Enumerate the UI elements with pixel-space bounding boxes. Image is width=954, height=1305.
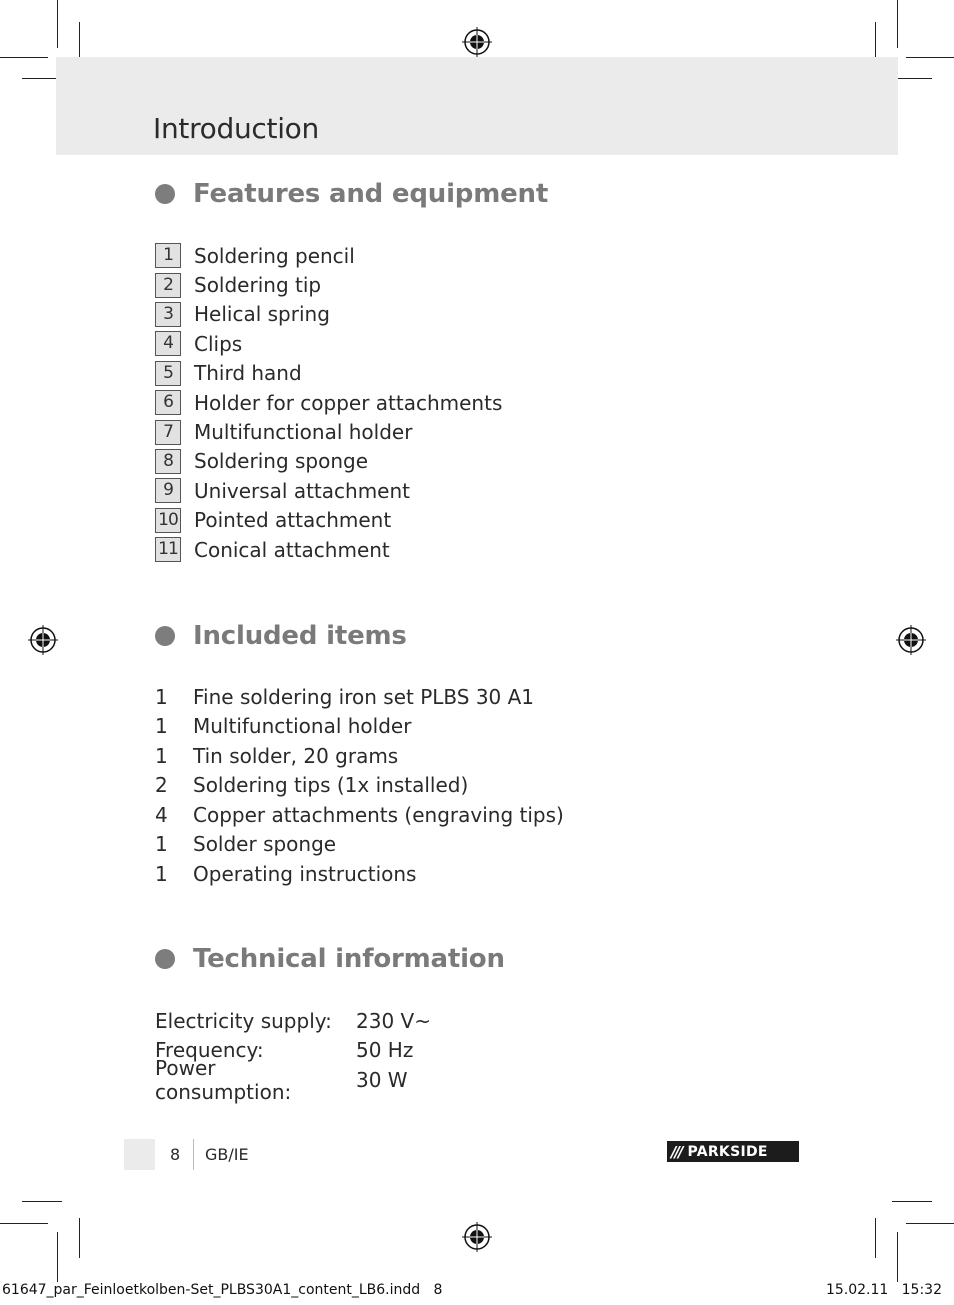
crop-mark xyxy=(875,22,876,62)
crop-mark xyxy=(892,78,932,79)
crop-mark xyxy=(906,1223,954,1224)
item-quantity: 1 xyxy=(155,743,168,768)
item-label: Fine soldering iron set PLBS 30 A1 xyxy=(193,684,535,709)
item-label: Holder for copper attachments xyxy=(194,390,503,415)
item-label: Soldering tips (1x installed) xyxy=(193,773,469,798)
bullet-icon xyxy=(155,949,175,969)
crop-mark xyxy=(22,1201,62,1202)
included-list xyxy=(155,682,564,889)
item-quantity: 4 xyxy=(155,802,168,827)
item-number: 4 xyxy=(155,331,181,356)
technical-table xyxy=(155,1006,431,1104)
bullet-icon xyxy=(155,184,175,204)
item-label: Soldering pencil xyxy=(194,243,355,268)
spec-label: Frequency: xyxy=(155,1038,264,1063)
section-heading-included xyxy=(155,619,407,653)
crop-mark xyxy=(906,57,954,58)
item-label: Universal attachment xyxy=(194,478,410,503)
list-item xyxy=(155,830,564,860)
crop-mark xyxy=(0,57,48,58)
bullet-icon xyxy=(155,626,175,646)
item-quantity: 1 xyxy=(155,832,168,857)
item-number: 5 xyxy=(155,361,181,386)
section-title: Included items xyxy=(193,621,407,651)
crop-mark xyxy=(57,1232,58,1282)
item-label: Tin solder, 20 grams xyxy=(193,743,399,768)
item-label: Operating instructions xyxy=(193,861,417,886)
list-item xyxy=(155,712,564,742)
section-title: Technical information xyxy=(193,944,505,974)
item-label: Copper attachments (engraving tips) xyxy=(193,802,564,827)
crop-mark xyxy=(892,1201,932,1202)
spec-label: Electricity supply: xyxy=(155,1008,332,1033)
list-item xyxy=(155,535,502,564)
logo-text: PARKSIDE xyxy=(687,1143,768,1160)
section-heading-features xyxy=(155,177,548,211)
brand-logo xyxy=(667,1141,799,1162)
item-number: 8 xyxy=(155,449,181,474)
crop-mark xyxy=(897,0,898,48)
item-number: 7 xyxy=(155,420,181,445)
list-item xyxy=(155,682,564,712)
item-quantity: 1 xyxy=(155,861,168,886)
item-number: 3 xyxy=(155,302,181,327)
registration-mark-icon xyxy=(462,27,492,57)
footer-divider xyxy=(193,1139,194,1170)
registration-mark-icon xyxy=(896,625,926,655)
item-label: Helical spring xyxy=(194,302,330,327)
item-label: Multifunctional holder xyxy=(194,420,413,445)
item-quantity: 1 xyxy=(155,714,168,739)
crop-mark xyxy=(875,1218,876,1258)
crop-mark xyxy=(897,1232,898,1282)
list-item xyxy=(155,771,564,801)
section-heading-technical xyxy=(155,942,505,976)
list-item xyxy=(155,417,502,446)
item-number: 2 xyxy=(155,273,181,298)
list-item xyxy=(155,270,502,299)
item-label: Conical attachment xyxy=(194,537,390,562)
item-label: Pointed attachment xyxy=(194,508,392,533)
list-item xyxy=(155,476,502,505)
region-code: GB/IE xyxy=(205,1145,249,1164)
crop-mark xyxy=(79,22,80,62)
item-quantity: 2 xyxy=(155,773,168,798)
list-item xyxy=(155,741,564,771)
item-number: 1 xyxy=(155,243,181,268)
item-label: Clips xyxy=(194,331,243,356)
page-title: Introduction xyxy=(153,112,319,145)
list-item xyxy=(155,388,502,417)
registration-mark-icon xyxy=(462,1222,492,1252)
logo-slashes: /// xyxy=(671,1142,682,1161)
list-item xyxy=(155,241,502,270)
crop-mark xyxy=(79,1218,80,1258)
item-label: Third hand xyxy=(194,361,302,386)
spec-value: 230 V~ xyxy=(356,1008,431,1033)
list-item xyxy=(155,447,502,476)
section-title: Features and equipment xyxy=(193,179,549,209)
item-quantity: 1 xyxy=(155,684,168,709)
spec-label: Power consumption: xyxy=(155,1055,292,1104)
list-item xyxy=(155,800,564,830)
item-label: Soldering sponge xyxy=(194,449,369,474)
print-slug-datetime: 15.02.11 15:32 xyxy=(825,1282,942,1298)
item-label: Solder sponge xyxy=(193,832,337,857)
crop-mark xyxy=(57,0,58,48)
item-label: Multifunctional holder xyxy=(193,714,412,739)
features-list xyxy=(155,241,502,564)
page-number: 8 xyxy=(170,1145,181,1164)
list-item xyxy=(155,359,502,388)
spec-value: 50 Hz xyxy=(356,1038,414,1063)
item-number: 10 xyxy=(155,508,181,533)
spec-value: 30 W xyxy=(356,1067,408,1092)
item-number: 11 xyxy=(155,537,181,562)
crop-mark xyxy=(0,1223,48,1224)
footer-tab xyxy=(124,1139,155,1170)
table-row xyxy=(155,1055,431,1104)
item-number: 6 xyxy=(155,390,181,415)
list-item xyxy=(155,506,502,535)
print-slug-filename: 61647_par_Feinloetkolben-Set_PLBS30A1_content_LB6.indd 8 xyxy=(2,1282,443,1298)
list-item xyxy=(155,300,502,329)
item-number: 9 xyxy=(155,478,181,503)
list-item xyxy=(155,329,502,358)
item-label: Soldering tip xyxy=(194,273,322,298)
table-row xyxy=(155,1006,431,1036)
registration-mark-icon xyxy=(28,625,58,655)
list-item xyxy=(155,859,564,889)
